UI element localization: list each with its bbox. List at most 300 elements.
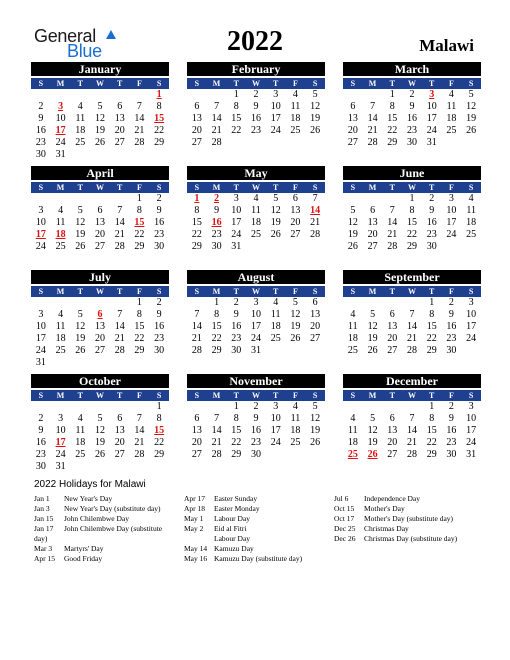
day-cell: 17 xyxy=(426,113,437,124)
weekday-header-row xyxy=(187,286,325,297)
day-cell: 20 xyxy=(94,333,105,344)
day-cell: 16 xyxy=(154,217,165,228)
empty-day-cell xyxy=(51,401,71,413)
day-cell: 4 xyxy=(273,297,279,308)
day-cell: 30 xyxy=(231,345,242,356)
weekday-label: F xyxy=(292,183,298,192)
day-cell: 16 xyxy=(426,217,437,228)
weekday-label: T xyxy=(77,391,83,400)
day-cell: 7 xyxy=(312,193,318,204)
empty-day-cell xyxy=(382,297,402,309)
day-cell: 22 xyxy=(387,125,398,136)
day-cell: 10 xyxy=(270,413,281,424)
day-cell: 10 xyxy=(426,101,437,112)
holiday-column-3 xyxy=(334,494,484,544)
weekday-label: F xyxy=(448,287,454,296)
day-cell: 25 xyxy=(466,229,477,240)
holiday-day-cell: 25 xyxy=(347,449,358,460)
holiday-entry xyxy=(34,494,184,504)
month-august xyxy=(187,270,325,357)
day-cell: 24 xyxy=(35,345,46,356)
day-cell: 9 xyxy=(214,205,220,216)
day-cell: 21 xyxy=(406,437,417,448)
days-grid xyxy=(343,193,481,253)
holiday-date: Jan 3 xyxy=(34,504,50,513)
day-cell: 12 xyxy=(347,217,358,228)
empty-day-cell xyxy=(51,297,71,309)
day-cell: 19 xyxy=(290,321,301,332)
empty-day-cell xyxy=(51,89,71,101)
day-cell: 27 xyxy=(290,229,301,240)
day-cell: 11 xyxy=(290,413,301,424)
holiday-date: May 2 xyxy=(184,524,204,533)
day-cell: 30 xyxy=(35,461,46,472)
day-cell: 5 xyxy=(292,297,298,308)
day-cell: 24 xyxy=(270,437,281,448)
holiday-name: Easter Monday xyxy=(214,504,260,513)
day-cell: 13 xyxy=(114,113,125,124)
weekday-label: W xyxy=(251,391,260,400)
weekday-label: S xyxy=(350,183,356,192)
holiday-name: Good Friday xyxy=(64,554,103,563)
day-cell: 1 xyxy=(156,401,162,412)
day-cell: 2 xyxy=(448,401,454,412)
day-cell: 3 xyxy=(58,413,64,424)
day-cell: 9 xyxy=(253,413,259,424)
weekday-label: W xyxy=(407,391,416,400)
day-cell: 19 xyxy=(75,229,86,240)
day-cell: 23 xyxy=(250,125,261,136)
weekday-label: T xyxy=(117,287,123,296)
day-cell: 24 xyxy=(426,125,437,136)
day-cell: 30 xyxy=(211,241,222,252)
holiday-day-cell: 15 xyxy=(154,113,165,124)
day-cell: 20 xyxy=(191,437,202,448)
weekday-label: W xyxy=(407,183,416,192)
day-cell: 31 xyxy=(55,149,66,160)
holiday-name: Mother's Day xyxy=(364,504,405,513)
day-cell: 28 xyxy=(191,345,202,356)
day-cell: 6 xyxy=(194,413,200,424)
day-cell: 20 xyxy=(347,125,358,136)
holiday-entry xyxy=(34,544,184,554)
month-title: November xyxy=(187,374,325,388)
day-cell: 3 xyxy=(468,297,474,308)
day-cell: 10 xyxy=(466,309,477,320)
day-cell: 21 xyxy=(191,333,202,344)
day-cell: 9 xyxy=(448,413,454,424)
day-cell: 3 xyxy=(273,89,279,100)
day-cell: 21 xyxy=(367,125,378,136)
day-cell: 26 xyxy=(310,125,321,136)
day-cell: 13 xyxy=(310,309,321,320)
month-title: April xyxy=(31,166,169,180)
day-cell: 16 xyxy=(446,425,457,436)
day-cell: 20 xyxy=(191,125,202,136)
day-cell: 5 xyxy=(77,205,83,216)
weekday-label: M xyxy=(56,391,65,400)
day-cell: 13 xyxy=(191,113,202,124)
weekday-header-row xyxy=(31,390,169,401)
holiday-column-1 xyxy=(34,494,184,564)
weekday-label: F xyxy=(136,391,142,400)
day-cell: 13 xyxy=(367,217,378,228)
weekday-label: S xyxy=(156,287,162,296)
holiday-day-cell: 6 xyxy=(97,309,103,320)
day-cell: 17 xyxy=(466,425,477,436)
month-april xyxy=(31,166,169,253)
day-cell: 12 xyxy=(367,425,378,436)
day-cell: 11 xyxy=(55,217,66,228)
day-cell: 1 xyxy=(409,193,415,204)
day-cell: 14 xyxy=(387,217,398,228)
weekday-label: F xyxy=(292,391,298,400)
day-cell: 11 xyxy=(348,425,358,436)
day-cell: 6 xyxy=(97,205,103,216)
day-cell: 28 xyxy=(310,229,321,240)
weekday-label: F xyxy=(292,287,298,296)
day-cell: 8 xyxy=(233,101,239,112)
day-cell: 10 xyxy=(270,101,281,112)
calendar-country: Malawi xyxy=(419,36,474,55)
day-cell: 4 xyxy=(58,205,64,216)
weekday-label: W xyxy=(251,287,260,296)
weekday-label: T xyxy=(273,391,279,400)
day-cell: 22 xyxy=(426,437,437,448)
holiday-name: Mother's Day (substitute day) xyxy=(364,514,454,523)
empty-day-cell xyxy=(90,297,110,309)
day-cell: 26 xyxy=(94,449,105,460)
day-cell: 2 xyxy=(156,297,162,308)
holiday-date: Dec 25 xyxy=(334,524,356,533)
empty-day-cell xyxy=(363,401,383,413)
day-cell: 14 xyxy=(367,113,378,124)
day-cell: 1 xyxy=(233,89,239,100)
day-cell: 22 xyxy=(211,333,222,344)
weekday-header-row xyxy=(343,286,481,297)
day-cell: 28 xyxy=(114,345,125,356)
day-cell: 9 xyxy=(38,113,44,124)
empty-day-cell xyxy=(110,89,130,101)
holiday-entry xyxy=(184,534,334,544)
day-cell: 12 xyxy=(466,101,477,112)
day-cell: 8 xyxy=(136,309,142,320)
weekday-label: M xyxy=(368,183,377,192)
day-cell: 4 xyxy=(253,193,259,204)
day-cell: 22 xyxy=(231,437,242,448)
day-cell: 18 xyxy=(75,125,86,136)
day-cell: 11 xyxy=(270,309,281,320)
holiday-name: New Year's Day xyxy=(64,494,113,503)
weekday-label: W xyxy=(95,391,104,400)
day-cell: 16 xyxy=(250,425,261,436)
day-cell: 4 xyxy=(350,413,356,424)
day-cell: 11 xyxy=(55,321,66,332)
holiday-entry xyxy=(184,514,334,524)
weekday-label: T xyxy=(429,391,435,400)
holiday-name: Christmas Day (substitute day) xyxy=(364,534,458,543)
day-cell: 14 xyxy=(406,321,417,332)
holiday-day-cell: 17 xyxy=(55,437,66,448)
day-cell: 1 xyxy=(429,401,435,412)
weekday-label: M xyxy=(212,79,221,88)
month-february xyxy=(187,62,325,149)
day-cell: 29 xyxy=(154,137,165,148)
day-cell: 24 xyxy=(35,241,46,252)
holiday-day-cell: 1 xyxy=(156,89,162,100)
day-cell: 27 xyxy=(191,449,202,460)
weekday-label: S xyxy=(468,183,474,192)
day-cell: 10 xyxy=(250,309,261,320)
weekday-label: T xyxy=(273,287,279,296)
day-cell: 28 xyxy=(406,449,417,460)
weekday-header-row xyxy=(343,78,481,89)
day-cell: 11 xyxy=(466,205,476,216)
logo-word-blue: Blue xyxy=(67,41,102,61)
holiday-date: Apr 15 xyxy=(34,554,56,563)
weekday-label: T xyxy=(77,79,83,88)
day-cell: 29 xyxy=(387,137,398,148)
day-cell: 7 xyxy=(409,413,415,424)
days-grid xyxy=(187,297,325,357)
day-cell: 4 xyxy=(448,89,454,100)
weekday-label: F xyxy=(136,287,142,296)
holiday-day-cell: 16 xyxy=(211,217,222,228)
holiday-entry xyxy=(34,524,184,534)
day-cell: 26 xyxy=(270,229,281,240)
day-cell: 21 xyxy=(211,125,222,136)
holiday-date: Jan 17 xyxy=(34,524,54,533)
day-cell: 2 xyxy=(38,101,44,112)
empty-day-cell xyxy=(110,297,130,309)
days-grid xyxy=(187,401,325,461)
holiday-entry xyxy=(184,504,334,514)
day-cell: 31 xyxy=(35,357,46,368)
day-cell: 8 xyxy=(194,205,200,216)
day-cell: 3 xyxy=(233,193,239,204)
holiday-entry xyxy=(184,544,334,554)
day-cell: 30 xyxy=(35,149,46,160)
weekday-label: T xyxy=(233,287,239,296)
day-cell: 14 xyxy=(114,321,125,332)
day-cell: 28 xyxy=(211,137,222,148)
day-cell: 21 xyxy=(134,125,145,136)
day-cell: 7 xyxy=(389,205,395,216)
day-cell: 4 xyxy=(350,309,356,320)
empty-day-cell xyxy=(51,193,71,205)
day-cell: 28 xyxy=(211,449,222,460)
day-cell: 4 xyxy=(77,101,83,112)
day-cell: 27 xyxy=(367,241,378,252)
weekday-label: W xyxy=(407,79,416,88)
day-cell: 22 xyxy=(426,333,437,344)
weekday-label: W xyxy=(95,287,104,296)
day-cell: 7 xyxy=(136,413,142,424)
day-cell: 6 xyxy=(117,101,123,112)
day-cell: 2 xyxy=(429,193,435,204)
day-cell: 26 xyxy=(347,241,358,252)
day-cell: 26 xyxy=(310,437,321,448)
holiday-name: New Year's Day (substitute day) xyxy=(64,504,161,513)
day-cell: 11 xyxy=(251,205,261,216)
day-cell: 25 xyxy=(55,241,66,252)
day-cell: 17 xyxy=(446,217,457,228)
day-cell: 9 xyxy=(156,205,162,216)
days-grid xyxy=(343,297,481,357)
month-january xyxy=(31,62,169,161)
day-cell: 30 xyxy=(446,345,457,356)
holiday-date xyxy=(184,534,214,544)
holiday-entry xyxy=(184,494,334,504)
empty-day-cell xyxy=(187,89,207,101)
weekday-label: M xyxy=(212,391,221,400)
day-cell: 12 xyxy=(310,101,321,112)
day-cell: 16 xyxy=(35,437,46,448)
day-cell: 15 xyxy=(211,321,222,332)
day-cell: 23 xyxy=(154,333,165,344)
day-cell: 5 xyxy=(468,89,474,100)
weekday-label: S xyxy=(350,287,356,296)
day-cell: 25 xyxy=(290,437,301,448)
day-cell: 24 xyxy=(466,333,477,344)
holiday-date: Mar 3 xyxy=(34,544,53,553)
day-cell: 23 xyxy=(250,437,261,448)
day-cell: 30 xyxy=(406,137,417,148)
day-cell: 17 xyxy=(466,321,477,332)
day-cell: 24 xyxy=(55,449,66,460)
day-cell: 19 xyxy=(310,425,321,436)
day-cell: 10 xyxy=(55,113,66,124)
day-cell: 31 xyxy=(231,241,242,252)
day-cell: 3 xyxy=(253,297,259,308)
day-cell: 11 xyxy=(290,101,301,112)
holiday-entry xyxy=(34,554,184,564)
weekday-header-row xyxy=(31,78,169,89)
day-cell: 8 xyxy=(389,101,395,112)
weekday-label: S xyxy=(38,287,44,296)
day-cell: 21 xyxy=(406,333,417,344)
holiday-date: May 14 xyxy=(184,544,208,553)
day-cell: 29 xyxy=(231,449,242,460)
weekday-label: M xyxy=(368,79,377,88)
holiday-date: Jan 15 xyxy=(34,514,54,523)
day-cell: 8 xyxy=(156,101,162,112)
holiday-date: Oct 17 xyxy=(334,514,355,523)
day-cell: 6 xyxy=(312,297,318,308)
day-cell: 9 xyxy=(253,101,259,112)
weekday-label: F xyxy=(448,391,454,400)
weekday-label: T xyxy=(429,287,435,296)
weekday-label: M xyxy=(368,287,377,296)
holiday-name: John Chilembwe Day (substitute xyxy=(64,524,163,533)
holiday-day-cell: 1 xyxy=(194,193,200,204)
day-cell: 23 xyxy=(154,229,165,240)
day-cell: 23 xyxy=(231,333,242,344)
weekday-label: T xyxy=(117,391,123,400)
day-cell: 5 xyxy=(312,89,318,100)
day-cell: 14 xyxy=(191,321,202,332)
holiday-day-cell: 17 xyxy=(55,125,66,136)
day-cell: 20 xyxy=(94,229,105,240)
days-grid xyxy=(343,401,481,461)
holiday-entry xyxy=(34,504,184,514)
day-cell: 13 xyxy=(94,217,105,228)
weekday-header-row xyxy=(343,390,481,401)
day-cell: 28 xyxy=(134,449,145,460)
holiday-name: Kamuzu Day xyxy=(214,544,254,553)
weekday-label: T xyxy=(429,79,435,88)
empty-day-cell xyxy=(130,401,150,413)
holiday-date: May 16 xyxy=(184,554,208,563)
day-cell: 12 xyxy=(367,321,378,332)
weekday-label: S xyxy=(156,183,162,192)
day-cell: 31 xyxy=(55,461,66,472)
day-cell: 28 xyxy=(406,345,417,356)
weekday-header-row xyxy=(187,182,325,193)
holiday-date: Apr 17 xyxy=(184,494,206,503)
day-cell: 28 xyxy=(367,137,378,148)
day-cell: 4 xyxy=(292,89,298,100)
day-cell: 1 xyxy=(389,89,395,100)
day-cell: 28 xyxy=(134,137,145,148)
month-title: August xyxy=(187,270,325,284)
day-cell: 24 xyxy=(250,333,261,344)
day-cell: 6 xyxy=(292,193,298,204)
holiday-name: John Chilembwe Day xyxy=(64,514,129,523)
day-cell: 24 xyxy=(270,125,281,136)
days-grid xyxy=(31,401,169,473)
day-cell: 13 xyxy=(290,205,301,216)
day-cell: 6 xyxy=(117,413,123,424)
day-cell: 15 xyxy=(426,425,437,436)
day-cell: 10 xyxy=(466,413,477,424)
empty-day-cell xyxy=(31,193,51,205)
holiday-name: Kamuzu Day (substitute day) xyxy=(214,554,303,563)
day-cell: 30 xyxy=(250,449,261,460)
holiday-day-cell: 17 xyxy=(35,229,46,240)
day-cell: 10 xyxy=(231,205,242,216)
day-cell: 17 xyxy=(270,113,281,124)
day-cell: 7 xyxy=(117,205,123,216)
weekday-label: S xyxy=(468,287,474,296)
day-cell: 12 xyxy=(310,413,321,424)
day-cell: 22 xyxy=(134,333,145,344)
empty-day-cell xyxy=(382,401,402,413)
day-cell: 2 xyxy=(156,193,162,204)
day-cell: 19 xyxy=(94,125,105,136)
weekday-label: S xyxy=(468,391,474,400)
day-cell: 5 xyxy=(370,309,376,320)
empty-day-cell xyxy=(90,193,110,205)
day-cell: 19 xyxy=(367,437,378,448)
day-cell: 29 xyxy=(134,241,145,252)
day-cell: 21 xyxy=(134,437,145,448)
empty-day-cell xyxy=(187,401,207,413)
day-cell: 20 xyxy=(114,125,125,136)
day-cell: 17 xyxy=(270,425,281,436)
month-title: September xyxy=(343,270,481,284)
empty-day-cell xyxy=(187,297,207,309)
day-cell: 27 xyxy=(310,333,321,344)
month-september xyxy=(343,270,481,357)
day-cell: 29 xyxy=(191,241,202,252)
holiday-date: day) xyxy=(34,534,48,543)
day-cell: 12 xyxy=(75,321,86,332)
day-cell: 9 xyxy=(448,309,454,320)
day-cell: 12 xyxy=(290,309,301,320)
day-cell: 29 xyxy=(134,345,145,356)
day-cell: 25 xyxy=(347,345,358,356)
